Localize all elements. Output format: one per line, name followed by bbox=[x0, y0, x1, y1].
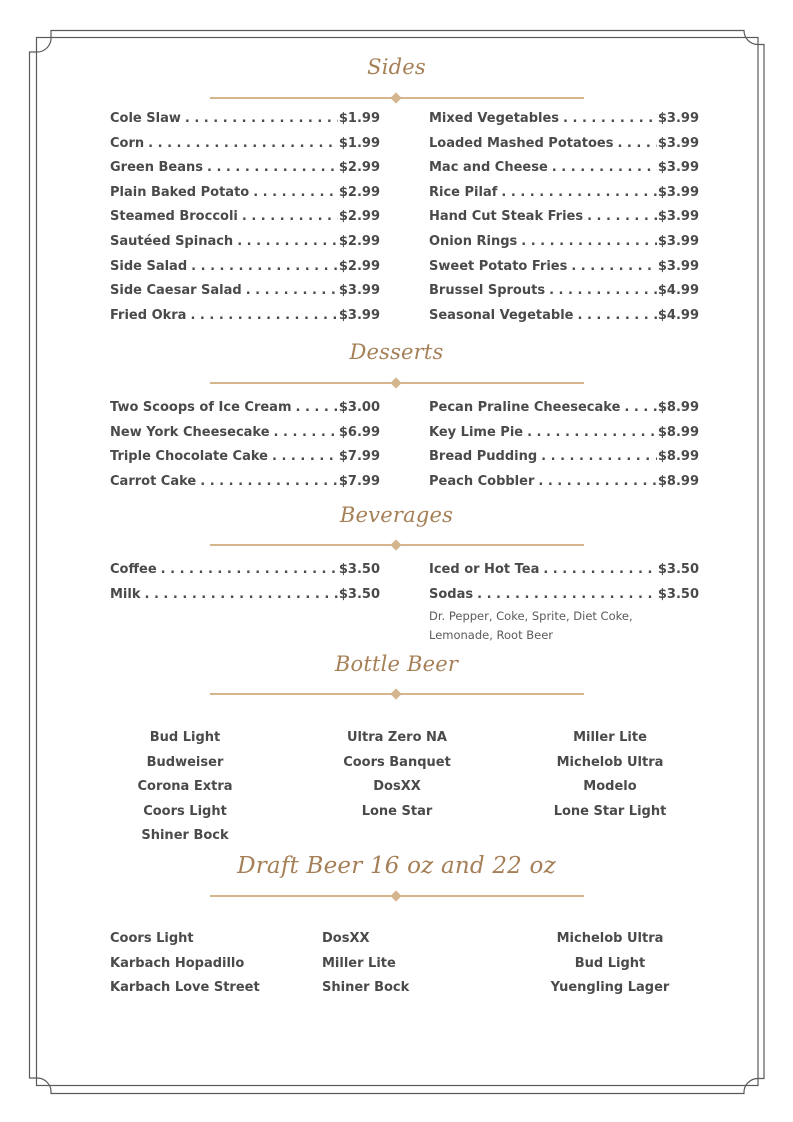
beverages-right-column bbox=[429, 562, 699, 645]
menu-item: Peach Cobbler . . . $8.99 bbox=[429, 474, 699, 499]
section-divider bbox=[210, 689, 584, 699]
beer-item: Shiner Bock bbox=[322, 980, 410, 996]
section-divider bbox=[210, 378, 584, 388]
menu-item: Milk . . . $3.50 bbox=[110, 587, 380, 612]
section-title-beverages: Beverages bbox=[339, 503, 454, 527]
beer-item: Shiner Bock bbox=[141, 828, 229, 844]
menu-item: Coffee . . . $3.50 bbox=[110, 562, 380, 587]
menu-item: Seasonal Vegetable . . . $4.99 bbox=[429, 308, 699, 333]
menu-item: Hand Cut Steak Fries . . . $3.99 bbox=[429, 209, 699, 234]
menu-item: New York Cheesecake . . . $6.99 bbox=[110, 425, 380, 450]
menu-item: Plain Baked Potato . . . $2.99 bbox=[110, 185, 380, 210]
menu-item: Carrot Cake . . . $7.99 bbox=[110, 474, 380, 499]
menu-item: Cole Slaw . . . $1.99 bbox=[110, 111, 380, 136]
menu-item: Fried Okra . . . $3.99 bbox=[110, 308, 380, 333]
diamond-ornament-icon bbox=[390, 688, 401, 699]
beer-item: Michelob Ultra bbox=[556, 754, 664, 770]
menu-item: Rice Pilaf . . . $3.99 bbox=[429, 185, 699, 210]
menu-item: Steamed Broccoli . . . $2.99 bbox=[110, 209, 380, 234]
bottle-beer-column-2 bbox=[322, 726, 472, 824]
menu-item: Sodas . . . $3.50 bbox=[429, 587, 699, 612]
diamond-ornament-icon bbox=[390, 92, 401, 103]
menu-item: Pecan Praline Cheesecake . . . $8.99 bbox=[429, 400, 699, 425]
menu-item: Brussel Sprouts . . . $4.99 bbox=[429, 283, 699, 308]
draft-beer-column-1 bbox=[110, 927, 290, 1001]
section-divider bbox=[210, 93, 584, 103]
diamond-ornament-icon bbox=[390, 890, 401, 901]
section-title-draft-beer: Draft Beer 16 oz and 22 oz bbox=[237, 853, 556, 879]
beer-item: Lone Star bbox=[361, 803, 433, 819]
menu-item: Mixed Vegetables . . . $3.99 bbox=[429, 111, 699, 136]
section-title-desserts: Desserts bbox=[349, 340, 444, 364]
diamond-ornament-icon bbox=[390, 539, 401, 550]
beer-item: Modelo bbox=[583, 779, 637, 795]
sides-left-column bbox=[110, 111, 380, 332]
beer-item: Bud Light bbox=[574, 955, 646, 971]
bottle-beer-column-3 bbox=[535, 726, 685, 824]
beer-item: Miller Lite bbox=[322, 955, 396, 971]
desserts-right-column bbox=[429, 400, 699, 498]
beer-item: Lone Star Light bbox=[553, 803, 667, 819]
beer-item: Karbach Hopadillo bbox=[110, 955, 245, 971]
menu-item: Iced or Hot Tea . . . $3.50 bbox=[429, 562, 699, 587]
menu-item: Loaded Mashed Potatoes . . . $3.99 bbox=[429, 136, 699, 161]
beer-item: Coors Banquet bbox=[343, 754, 451, 770]
menu-item: Sautéed Spinach . . . $2.99 bbox=[110, 234, 380, 259]
beer-item: Coors Light bbox=[143, 803, 227, 819]
section-divider bbox=[210, 891, 584, 901]
sides-right-column bbox=[429, 111, 699, 332]
menu-item: Key Lime Pie . . . $8.99 bbox=[429, 425, 699, 450]
menu-item: Bread Pudding . . . $8.99 bbox=[429, 449, 699, 474]
soda-flavors-note: Dr. Pepper, Coke, Sprite, Diet Coke, Lemonade, Root Beer bbox=[429, 609, 633, 643]
bottle-beer-column-1 bbox=[110, 726, 260, 849]
menu-item: Green Beans . . . $2.99 bbox=[110, 160, 380, 185]
beer-item: Ultra Zero NA bbox=[347, 730, 447, 745]
menu-item: Two Scoops of Ice Cream . . . $3.00 bbox=[110, 400, 380, 425]
beer-item: Yuengling Lager bbox=[550, 980, 670, 996]
section-title-sides: Sides bbox=[367, 55, 426, 79]
beer-item: DosXX bbox=[373, 779, 421, 795]
section-divider bbox=[210, 540, 584, 550]
menu-item: Corn . . . $1.99 bbox=[110, 136, 380, 161]
beer-item: Bud Light bbox=[149, 730, 221, 745]
menu-item: Onion Rings . . . $3.99 bbox=[429, 234, 699, 259]
draft-beer-column-3 bbox=[535, 927, 685, 1001]
beer-item: Budweiser bbox=[146, 754, 224, 770]
section-title-bottle-beer: Bottle Beer bbox=[334, 652, 459, 676]
menu-item: Side Caesar Salad . . . $3.99 bbox=[110, 283, 380, 308]
beer-item: Michelob Ultra bbox=[556, 931, 664, 946]
menu-item: Sweet Potato Fries . . . $3.99 bbox=[429, 259, 699, 284]
menu-item: Side Salad . . . $2.99 bbox=[110, 259, 380, 284]
beer-item: Corona Extra bbox=[137, 779, 233, 795]
beer-item: Miller Lite bbox=[573, 730, 647, 745]
menu-item: Mac and Cheese . . . $3.99 bbox=[429, 160, 699, 185]
beer-item: Coors Light bbox=[110, 931, 194, 946]
beer-item: DosXX bbox=[322, 931, 370, 946]
draft-beer-column-2 bbox=[322, 927, 472, 1001]
diamond-ornament-icon bbox=[390, 377, 401, 388]
beverages-left-column bbox=[110, 562, 380, 611]
beer-item: Karbach Love Street bbox=[110, 980, 260, 996]
desserts-left-column bbox=[110, 400, 380, 498]
menu-item: Triple Chocolate Cake . . . $7.99 bbox=[110, 449, 380, 474]
